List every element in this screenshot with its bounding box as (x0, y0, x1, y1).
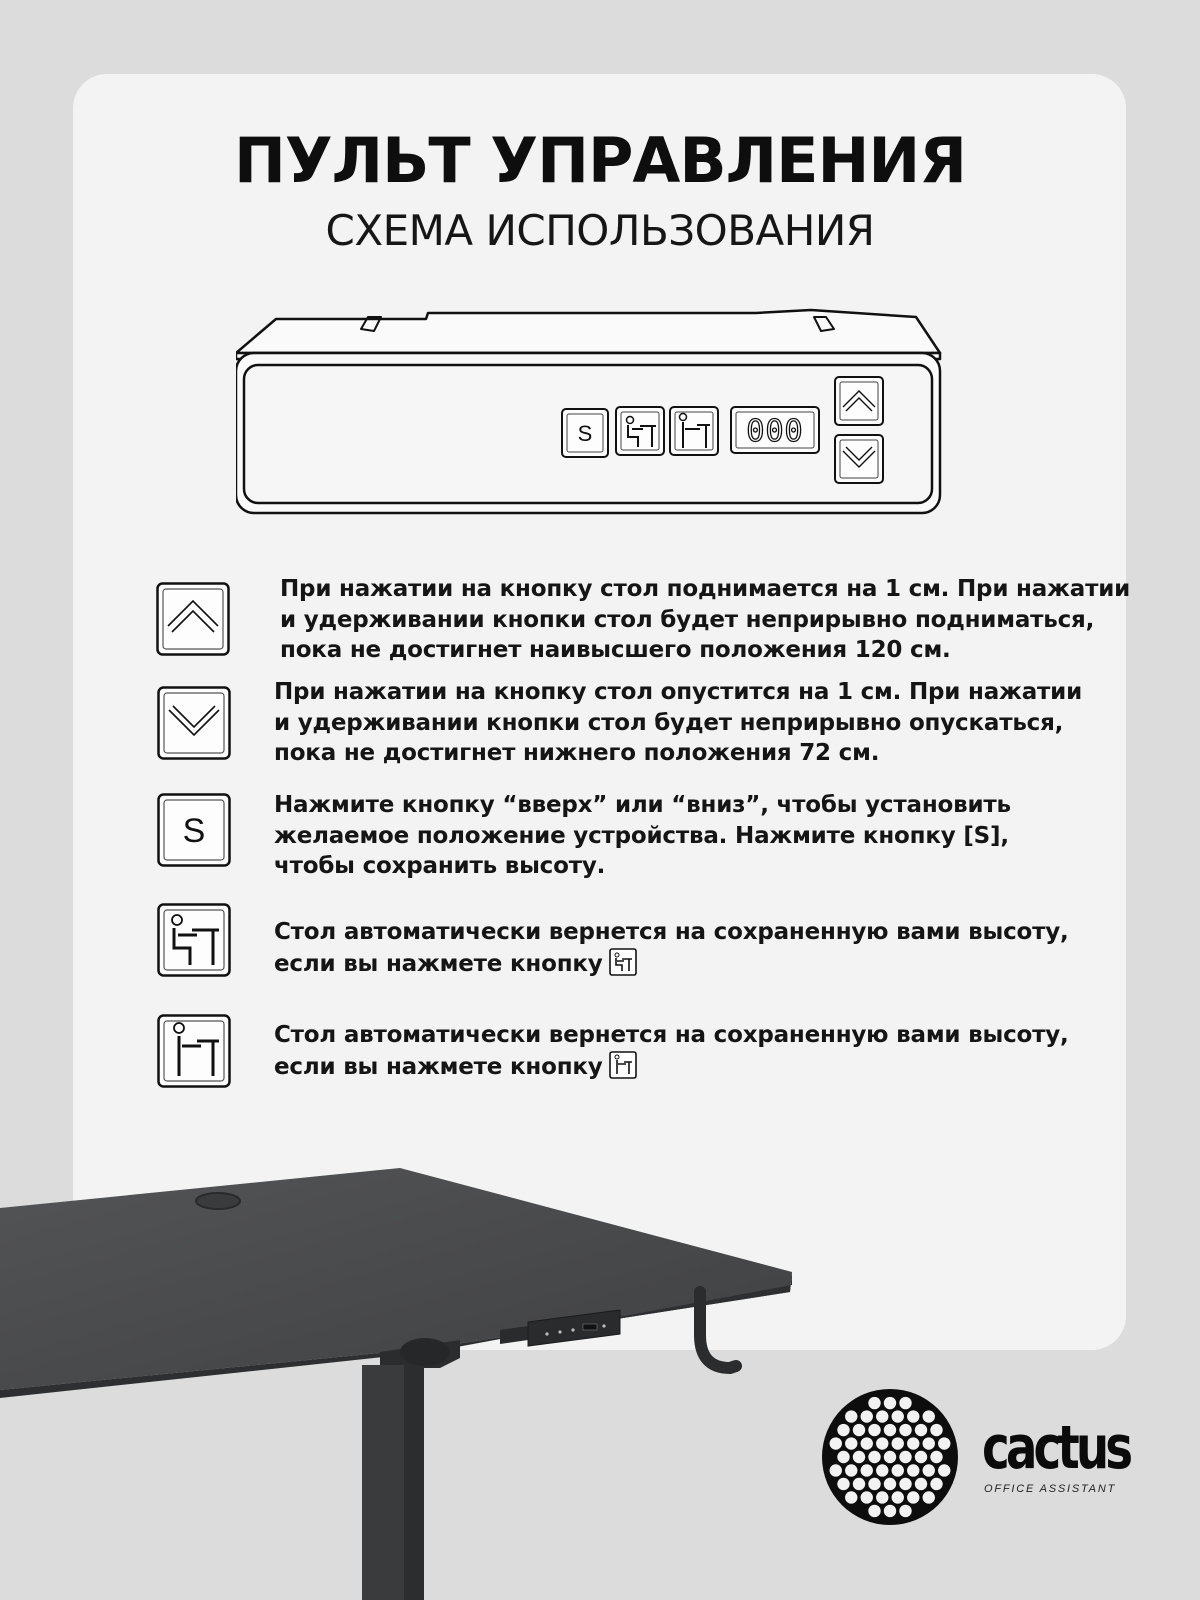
instruction-sitting-line1: Стол автоматически вернется на сохраненную вами высоту, (274, 919, 1069, 945)
panel-sitting-button[interactable] (616, 407, 664, 455)
panel-down-button[interactable] (835, 435, 883, 483)
panel-up-button[interactable] (835, 377, 883, 425)
panel-s-label: S (577, 421, 593, 446)
panel-standing-button[interactable] (670, 407, 718, 455)
brand-name: cactus (982, 1413, 1130, 1483)
cactus-logo-icon (820, 1387, 960, 1527)
instruction-sitting-line2: если вы нажмете кнопку (274, 950, 603, 977)
brand-tagline: OFFICE ASSISTANT (984, 1483, 1117, 1495)
instruction-up-line2: и удерживании кнопки стол будет неприрывно подниматься, (280, 606, 1095, 633)
panel-s-button[interactable] (562, 409, 608, 457)
control-panel-drawing (236, 305, 960, 520)
instruction-down-line1: При нажатии на кнопку стол опустится на 1 см. При нажатии (274, 679, 1082, 705)
arrow-up-icon (156, 582, 230, 656)
panel-display (731, 407, 819, 453)
instruction-s-line2: желаемое положение устройства. Нажмите кнопку [S], (274, 822, 1009, 849)
instruction-down-line2: и удерживании кнопки стол будет неприрывно опускаться, (274, 709, 1064, 736)
page-title: ПУЛЬТ УПРАВЛЕНИЯ (233, 124, 967, 197)
instruction-down-line3: пока не достигнет нижнего положения 72 см. (274, 740, 880, 766)
page-subtitle: СХЕМА ИСПОЛЬЗОВАНИЯ (325, 206, 875, 255)
s-button-icon-label: S (182, 812, 206, 850)
desk-illustration (0, 1140, 800, 1600)
s-button-icon (157, 793, 231, 867)
instruction-standing-line1: Стол автоматически вернется на сохраненную вами высоту, (274, 1022, 1069, 1048)
standing-person-icon (157, 1014, 231, 1088)
sitting-inline-icon (609, 948, 637, 976)
arrow-down-icon (157, 686, 231, 760)
instruction-standing-line2: если вы нажмете кнопку (274, 1053, 603, 1080)
instruction-up-line3: пока не достигнет наивысшего положения 120 см. (280, 637, 951, 663)
instruction-up-line1: При нажатии на кнопку стол поднимается на 1 см. При нажатии (280, 576, 1131, 602)
instruction-s-line1: Нажмите кнопку “вверх” или “вниз”, чтобы установить (274, 792, 1011, 818)
standing-inline-icon (609, 1051, 637, 1079)
sitting-person-icon (157, 903, 231, 977)
instruction-s-line3: чтобы сохранить высоту. (274, 853, 606, 879)
panel-display-value: 000 (746, 414, 804, 449)
